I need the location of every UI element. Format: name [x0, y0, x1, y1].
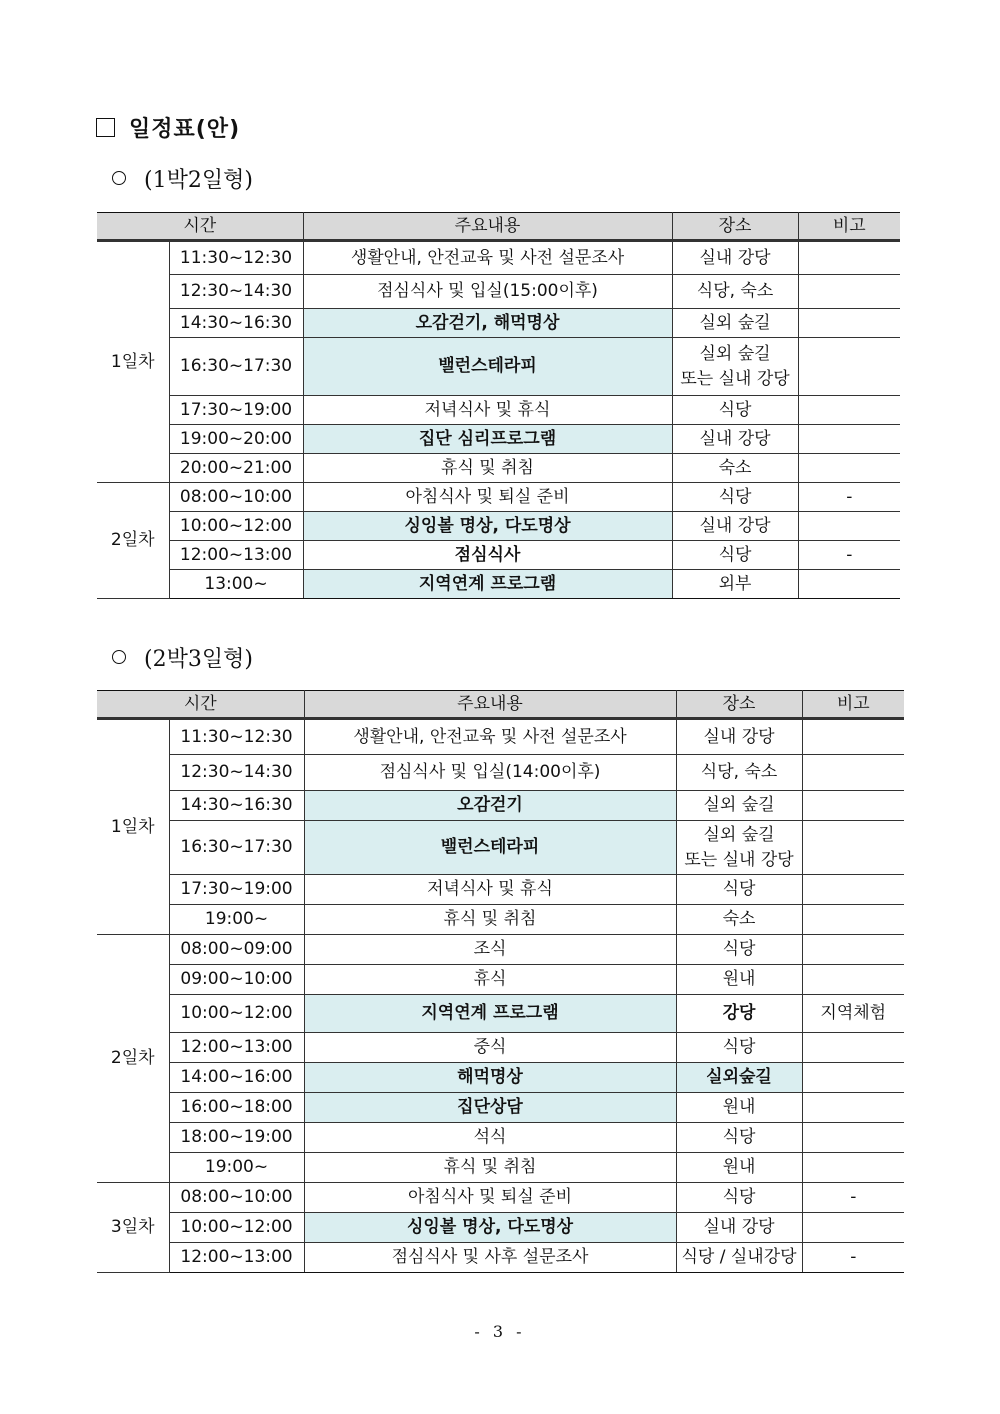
table-row: [97, 241, 900, 275]
table-row: [97, 905, 904, 935]
time-cell: 11:30~12:30: [169, 241, 303, 275]
circle-bullet-icon: [112, 650, 126, 664]
content-cell: 지역연계 프로그램: [303, 570, 672, 599]
note-cell: [798, 454, 900, 483]
time-cell: 10:00~12:00: [169, 1213, 304, 1243]
table-row: [97, 541, 900, 570]
table-row: [97, 755, 904, 791]
circle-bullet-icon: [112, 171, 126, 185]
place-line-2: 또는 실내 강당: [680, 368, 790, 389]
table-row: [97, 454, 900, 483]
plan2-title: [112, 642, 253, 673]
time-cell: 16:00~18:00: [169, 1093, 304, 1123]
place-cell: 식당: [672, 541, 798, 570]
content-cell: 밸런스테라피: [304, 821, 676, 875]
time-cell: 16:30~17:30: [169, 338, 303, 396]
table-row: [97, 396, 900, 425]
content-cell: 싱잉볼 명상, 다도명상: [304, 1213, 676, 1243]
table-row: [97, 1243, 904, 1273]
place-cell: 실외숲길: [676, 1063, 802, 1093]
table-row: [97, 821, 904, 875]
table-row: [97, 1183, 904, 1213]
note-cell: [802, 965, 904, 995]
time-cell: 08:00~10:00: [169, 1183, 304, 1213]
page-number: - 3 -: [474, 1322, 526, 1341]
content-cell: 점심식사 및 사후 설문조사: [304, 1243, 676, 1273]
place-cell: 외부: [672, 570, 798, 599]
note-cell: [802, 791, 904, 821]
note-cell: [798, 338, 900, 396]
time-cell: 10:00~12:00: [169, 512, 303, 541]
table-row: [97, 935, 904, 965]
note-cell: [802, 719, 904, 755]
place-cell: 실내 강당: [676, 719, 802, 755]
plan1-title: [112, 163, 253, 194]
time-cell: 12:00~13:00: [169, 1033, 304, 1063]
note-cell: [798, 512, 900, 541]
content-cell: 싱잉볼 명상, 다도명상: [303, 512, 672, 541]
content-cell: 휴식 및 취침: [304, 1153, 676, 1183]
time-cell: 13:00~: [169, 570, 303, 599]
place-cell: [676, 821, 802, 875]
note-cell: [802, 1063, 904, 1093]
content-cell: 오감걷기, 해먹명상: [303, 309, 672, 338]
day-label: 1일차: [97, 241, 169, 483]
content-cell: 해먹명상: [304, 1063, 676, 1093]
note-cell: [798, 396, 900, 425]
place-cell: 식당: [676, 875, 802, 905]
content-cell: 휴식: [304, 965, 676, 995]
place-cell: 식당: [672, 396, 798, 425]
content-cell: 오감걷기: [304, 791, 676, 821]
content-cell: 아침식사 및 퇴실 준비: [304, 1183, 676, 1213]
note-cell: [802, 755, 904, 791]
table-row: [97, 483, 900, 512]
time-cell: 19:00~20:00: [169, 425, 303, 454]
table-row: [97, 1213, 904, 1243]
time-cell: 09:00~10:00: [169, 965, 304, 995]
time-cell: 20:00~21:00: [169, 454, 303, 483]
place-cell: 숙소: [676, 905, 802, 935]
table-row: [97, 1063, 904, 1093]
time-cell: 12:30~14:30: [169, 275, 303, 309]
note-cell: [802, 1153, 904, 1183]
header-note: 비고: [798, 213, 900, 241]
place-cell: 식당 / 실내강당: [676, 1243, 802, 1273]
content-cell: 휴식 및 취침: [303, 454, 672, 483]
content-cell: 점심식사 및 입실(14:00이후): [304, 755, 676, 791]
time-cell: 08:00~10:00: [169, 483, 303, 512]
day-label: 1일차: [97, 719, 169, 935]
content-cell: 점심식사: [303, 541, 672, 570]
header-time: 시간: [97, 691, 304, 719]
table-row: [97, 1153, 904, 1183]
place-cell: 실내 강당: [672, 425, 798, 454]
plan1-title-text: (1박2일형): [144, 168, 253, 193]
place-cell: 실외 숲길: [676, 791, 802, 821]
place-line-1: 실외 숲길: [699, 344, 771, 365]
content-cell: 중식: [304, 1033, 676, 1063]
header-content: 주요내용: [304, 691, 676, 719]
header-place: 장소: [676, 691, 802, 719]
note-cell: -: [798, 483, 900, 512]
place-cell: 식당: [676, 1033, 802, 1063]
note-cell: -: [802, 1183, 904, 1213]
place-cell: 원내: [676, 965, 802, 995]
content-cell: 아침식사 및 퇴실 준비: [303, 483, 672, 512]
time-cell: 12:00~13:00: [169, 1243, 304, 1273]
place-cell: 실외 숲길: [672, 309, 798, 338]
note-cell: [802, 1033, 904, 1063]
place-cell: [672, 338, 798, 396]
note-cell: [798, 309, 900, 338]
place-cell: 식당: [676, 1183, 802, 1213]
place-cell: 식당: [676, 1123, 802, 1153]
time-cell: 08:00~09:00: [169, 935, 304, 965]
day-label: 2일차: [97, 935, 169, 1183]
note-cell: [802, 1123, 904, 1153]
time-cell: 14:30~16:30: [169, 791, 304, 821]
content-cell: 지역연계 프로그램: [304, 995, 676, 1033]
square-bullet-icon: [96, 118, 115, 137]
schedule-table-1n2d: [97, 212, 900, 599]
place-cell: 실내 강당: [676, 1213, 802, 1243]
content-cell: 저녁식사 및 휴식: [304, 875, 676, 905]
place-line-1: 실외 숲길: [703, 825, 775, 846]
time-cell: 12:30~14:30: [169, 755, 304, 791]
content-cell: 생활안내, 안전교육 및 사전 설문조사: [304, 719, 676, 755]
day-label: 3일차: [97, 1183, 169, 1273]
table-row: [97, 995, 904, 1033]
table-row: [97, 512, 900, 541]
time-cell: 17:30~19:00: [169, 396, 303, 425]
table-row: [97, 791, 904, 821]
content-cell: 휴식 및 취침: [304, 905, 676, 935]
note-cell: 지역체험: [802, 995, 904, 1033]
place-cell: 식당: [672, 483, 798, 512]
table-row: [97, 425, 900, 454]
section-heading: [96, 112, 240, 143]
content-cell: 점심식사 및 입실(15:00이후): [303, 275, 672, 309]
time-cell: 17:30~19:00: [169, 875, 304, 905]
time-cell: 10:00~12:00: [169, 995, 304, 1033]
note-cell: [802, 1093, 904, 1123]
place-line-2: 또는 실내 강당: [684, 849, 794, 870]
note-cell: [802, 875, 904, 905]
note-cell: [798, 570, 900, 599]
table-row: [97, 1093, 904, 1123]
plan2-title-text: (2박3일형): [144, 647, 253, 672]
header-content: 주요내용: [303, 213, 672, 241]
note-cell: [802, 821, 904, 875]
time-cell: 14:30~16:30: [169, 309, 303, 338]
table-row: [97, 309, 900, 338]
schedule-table-2n3d: [97, 690, 904, 1273]
table-row: [97, 719, 904, 755]
time-cell: 11:30~12:30: [169, 719, 304, 755]
header-place: 장소: [672, 213, 798, 241]
note-cell: [798, 241, 900, 275]
place-cell: 실내 강당: [672, 241, 798, 275]
note-cell: [798, 425, 900, 454]
note-cell: [802, 1213, 904, 1243]
content-cell: 집단 심리프로그램: [303, 425, 672, 454]
place-cell: 원내: [676, 1093, 802, 1123]
time-cell: 16:30~17:30: [169, 821, 304, 875]
content-cell: 석식: [304, 1123, 676, 1153]
time-cell: 14:00~16:00: [169, 1063, 304, 1093]
note-cell: [802, 935, 904, 965]
content-cell: 조식: [304, 935, 676, 965]
time-cell: 18:00~19:00: [169, 1123, 304, 1153]
table-row: [97, 875, 904, 905]
place-cell: 강당: [676, 995, 802, 1033]
place-cell: 식당, 숙소: [672, 275, 798, 309]
time-cell: 19:00~: [169, 905, 304, 935]
content-cell: 저녁식사 및 휴식: [303, 396, 672, 425]
place-cell: 원내: [676, 1153, 802, 1183]
section-heading-text: 일정표(안): [129, 117, 241, 142]
content-cell: 밸런스테라피: [303, 338, 672, 396]
table-row: [97, 275, 900, 309]
note-cell: [798, 275, 900, 309]
time-cell: 19:00~: [169, 1153, 304, 1183]
day-label: 2일차: [97, 483, 169, 599]
place-cell: 실내 강당: [672, 512, 798, 541]
note-cell: -: [798, 541, 900, 570]
content-cell: 집단상담: [304, 1093, 676, 1123]
table-row: [97, 1123, 904, 1153]
table-row: [97, 1033, 904, 1063]
place-cell: 식당: [676, 935, 802, 965]
place-cell: 식당, 숙소: [676, 755, 802, 791]
note-cell: -: [802, 1243, 904, 1273]
note-cell: [802, 905, 904, 935]
header-time: 시간: [97, 213, 303, 241]
table-header-row: [97, 691, 904, 719]
table-row: [97, 570, 900, 599]
time-cell: 12:00~13:00: [169, 541, 303, 570]
table-header-row: [97, 213, 900, 241]
table-row: [97, 965, 904, 995]
header-note: 비고: [802, 691, 904, 719]
place-cell: 숙소: [672, 454, 798, 483]
content-cell: 생활안내, 안전교육 및 사전 설문조사: [303, 241, 672, 275]
table-row: [97, 338, 900, 396]
